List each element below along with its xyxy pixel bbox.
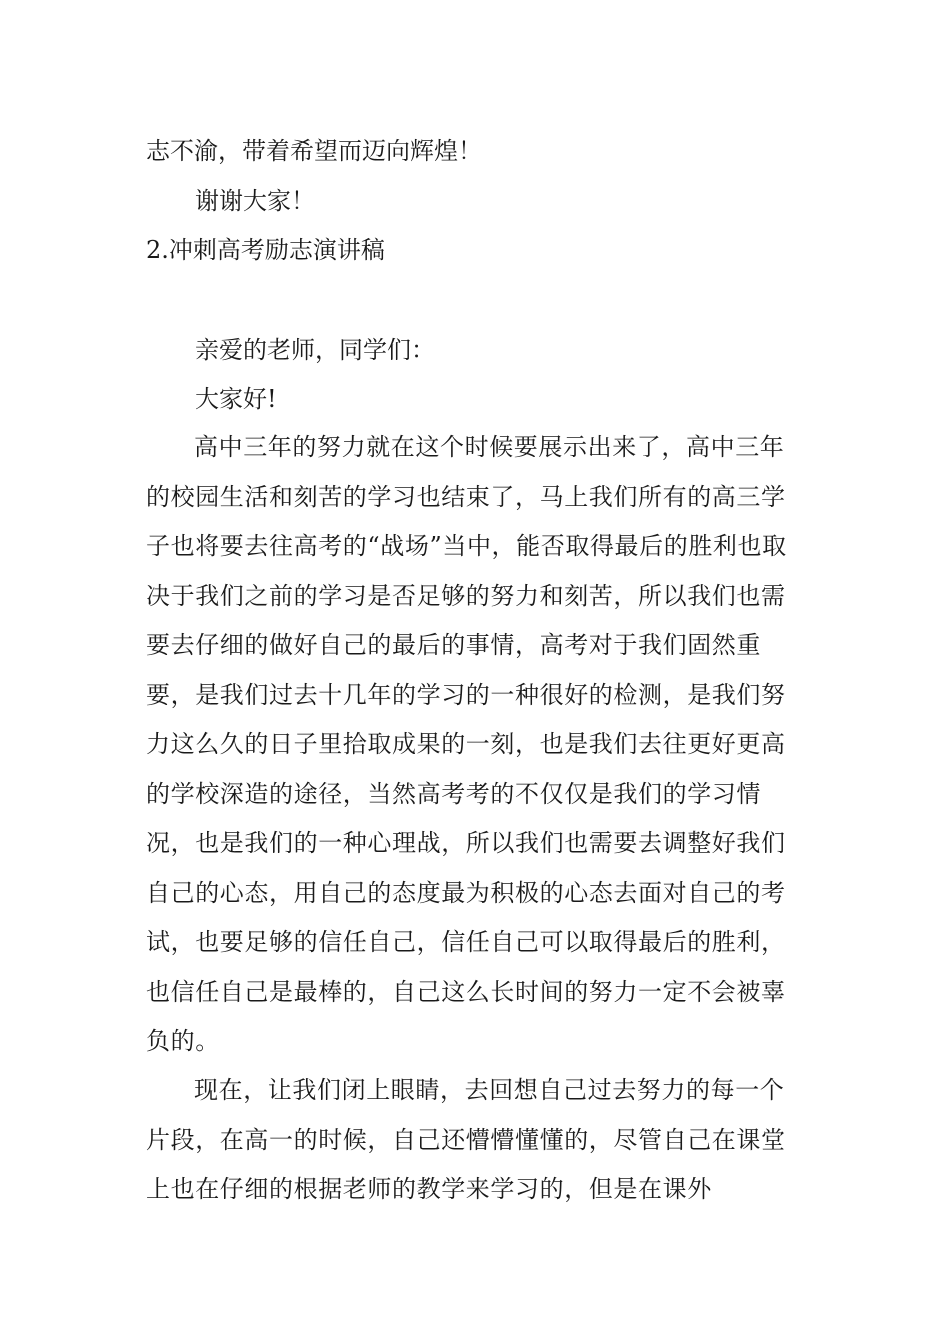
paragraph-1: 高中三年的努力就在这个时候要展示出来了，高中三年的校园生活和刻苦的学习也结束了，马上我们所有的高三学子也将要去往高考的“战场”当中，能否取得最后的胜利也取决于我们之前的学习是否足够的努力和刻苦，所以我们也需要去仔细的做好自己的最后的事情，高考对于我们固然重要，是我们过去十几年的学习的一种很好的检测，是我们努力这么久的日子里拾取成果的一刻，也是我们去往更好更高的学校深造的途径，当然高考考的不仅仅是我们的学习情况，也是我们的一种心理战，所以我们也需要去调整好我们自己的心态，用自己的态度最为积极的心态去面对自己的考试，也要足够的信任自己，信任自己可以取得最后的胜利，也信任自己是最棒的，自己这么长时间的努力一定不会被辜负的。 (146, 433, 787, 1055)
salutation: 亲爱的老师，同学们： (195, 336, 435, 364)
greeting: 大家好! (195, 385, 277, 413)
closing-line: 志不渝，带着希望而迈向辉煌！ (146, 137, 482, 165)
paragraph-1-block (146, 423, 806, 1067)
thanks-line: 谢谢大家！ (195, 187, 315, 215)
section-heading: 2.冲刺高考励志演讲稿 (146, 236, 385, 264)
paragraph-2: 现在，让我们闭上眼睛，去回想自己过去努力的每一个片段，在高一的时候，自己还懵懵懂懂的，尽管自己在课堂上也在仔细的根据老师的教学来学习的，但是在课外 (146, 1076, 786, 1203)
paragraph-2-block (146, 1066, 806, 1215)
